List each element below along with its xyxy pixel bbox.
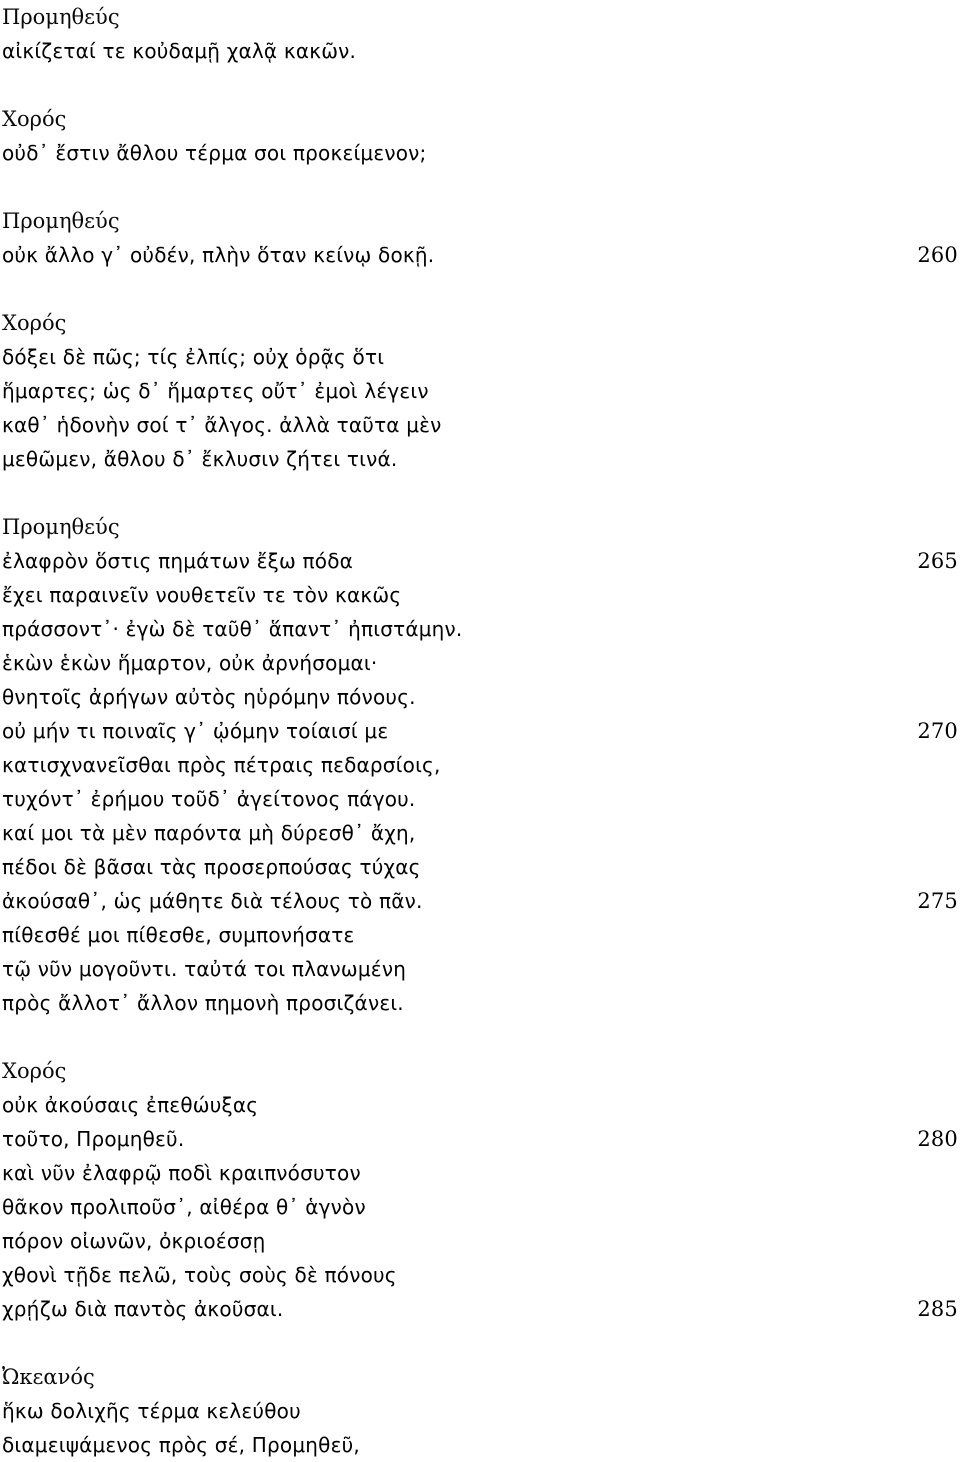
verse-text: ἥμαρτες; ὡς δ᾽ ἥμαρτες οὔτ᾽ ἐμοὶ λέγειν [2,379,429,403]
verse-line [2,680,958,714]
verse-text: τοῦτο, Προμηθεῦ. [2,1127,185,1151]
verse-line [2,1156,958,1190]
verse-text: πέδοι δὲ βᾶσαι τὰς προσερπούσας τύχας [2,855,421,879]
line-number: 260 [917,243,958,267]
verse-line [2,34,958,68]
verse-text: τυχόντ᾽ ἐρήμου τοῦδ᾽ ἀγείτονος πάγου. [2,787,416,811]
speaker-name: Χορός [2,107,67,131]
verse-text: οὐ μήν τι ποιναῖς γ᾽ ᾠόμην τοίαισί με [2,719,389,743]
block-gap [2,272,958,306]
verse-line [2,442,958,476]
verse-text: τῷ νῦν μογοῦντι. ταὐτά τοι πλανωμένη [2,957,407,981]
verse-line [2,1088,958,1122]
verse-text: χρῄζω διὰ παντὸς ἀκοῦσαι. [2,1297,284,1321]
verse-line [2,1224,958,1258]
line-number: 270 [917,719,958,743]
verse-text: καί μοι τὰ μὲν παρόντα μὴ δύρεσθ᾽ ἄχη, [2,821,416,845]
verse-text: καθ᾽ ἡδονὴν σοί τ᾽ ἄλγος. ἀλλὰ ταῦτα μὲν [2,413,442,437]
verse-text: οὐκ ἄλλο γ᾽ οὐδέν, πλὴν ὅταν κείνῳ δοκῇ. [2,243,435,267]
speaker-name: Προμηθεύς [2,5,120,29]
verse-line [2,136,958,170]
line-number: 280 [917,1127,958,1151]
verse-text: ἀκούσαθ᾽, ὡς μάθητε διὰ τέλους τὸ πᾶν. [2,889,423,913]
verse-text: ἑκὼν ἑκὼν ἥμαρτον, οὐκ ἀρνήσομαι· [2,651,378,675]
verse-line [2,986,958,1020]
verse-line [2,374,958,408]
verse-text: θᾶκον προλιποῦσ᾽, αἰθέρα θ᾽ ἁγνὸν [2,1195,366,1219]
speaker-name: Προμηθεύς [2,515,120,539]
verse-line [2,646,958,680]
verse-line [2,340,958,374]
verse-text: οὐκ ἀκούσαις ἐπεθώυξας [2,1093,259,1117]
verse-text: πόρον οἰωνῶν, ὀκριοέσσῃ [2,1229,266,1253]
verse-line [2,952,958,986]
speaker-name: Ὠκεανός [2,1365,95,1389]
verse-text: χθονὶ τῇδε πελῶ, τοὺς σοὺς δὲ πόνους [2,1263,397,1287]
line-number: 275 [917,889,958,913]
text-page [2,0,958,1457]
verse-text: μεθῶμεν, ἄθλου δ᾽ ἔκλυσιν ζήτει τινά. [2,447,398,471]
verse-text: πίθεσθέ μοι πίθεσθε, συμπονήσατε [2,923,355,947]
speech-block [2,204,958,272]
verse-text: καὶ νῦν ἐλαφρῷ ποδὶ κραιπνόσυτον [2,1161,361,1185]
speech-block [2,1360,958,1462]
verse-text: ἐλαφρὸν ὅστις πημάτων ἔξω πόδα [2,549,354,573]
verse-text: ἥκω δολιχῆς τέρμα κελεύθου [2,1399,301,1423]
verse-line [2,1292,958,1326]
verse-text: πράσσοντ᾽· ἐγὼ δὲ ταῦθ᾽ ἅπαντ᾽ ἠπιστάμην. [2,617,463,641]
block-gap [2,68,958,102]
verse-line [2,816,958,850]
verse-text: κατισχνανεῖσθαι πρὸς πέτραις πεδαρσίοις, [2,753,441,777]
speech-block [2,306,958,476]
verse-line [2,748,958,782]
verse-line [2,578,958,612]
verse-text: διαμειψάμενος πρὸς σέ, Προμηθεῦ, [2,1433,360,1457]
verse-line [2,1122,958,1156]
verse-text: πρὸς ἄλλοτ᾽ ἄλλον πημονὴ προσιζάνει. [2,991,404,1015]
block-gap [2,1020,958,1054]
verse-line [2,884,958,918]
verse-text: αἰκίζεταί τε κοὐδαμῇ χαλᾷ κακῶν. [2,39,357,63]
verse-line [2,408,958,442]
speech-block [2,510,958,1020]
verse-line [2,238,958,272]
speaker-name: Χορός [2,311,67,335]
verse-text: θνητοῖς ἀρήγων αὐτὸς ηὑρόμην πόνους. [2,685,416,709]
verse-line [2,1258,958,1292]
speech-block [2,102,958,170]
line-number: 285 [917,1297,958,1321]
verse-line [2,544,958,578]
verse-line [2,850,958,884]
verse-line [2,612,958,646]
verse-text: ἔχει παραινεῖν νουθετεῖν τε τὸν κακῶς [2,583,402,607]
verse-text: δόξει δὲ πῶς; τίς ἐλπίς; οὐχ ὁρᾷς ὅτι [2,345,385,369]
speaker-name: Προμηθεύς [2,209,120,233]
verse-line [2,782,958,816]
block-gap [2,1326,958,1360]
block-gap [2,170,958,204]
verse-line [2,1428,958,1462]
verse-line [2,1394,958,1428]
speech-block [2,0,958,68]
speech-block [2,1054,958,1326]
verse-text: οὐδ᾽ ἔστιν ἄθλου τέρμα σοι προκείμενον; [2,141,427,165]
line-number: 265 [917,549,958,573]
verse-line [2,714,958,748]
verse-line [2,918,958,952]
verse-line [2,1190,958,1224]
speaker-name: Χορός [2,1059,67,1083]
block-gap [2,476,958,510]
